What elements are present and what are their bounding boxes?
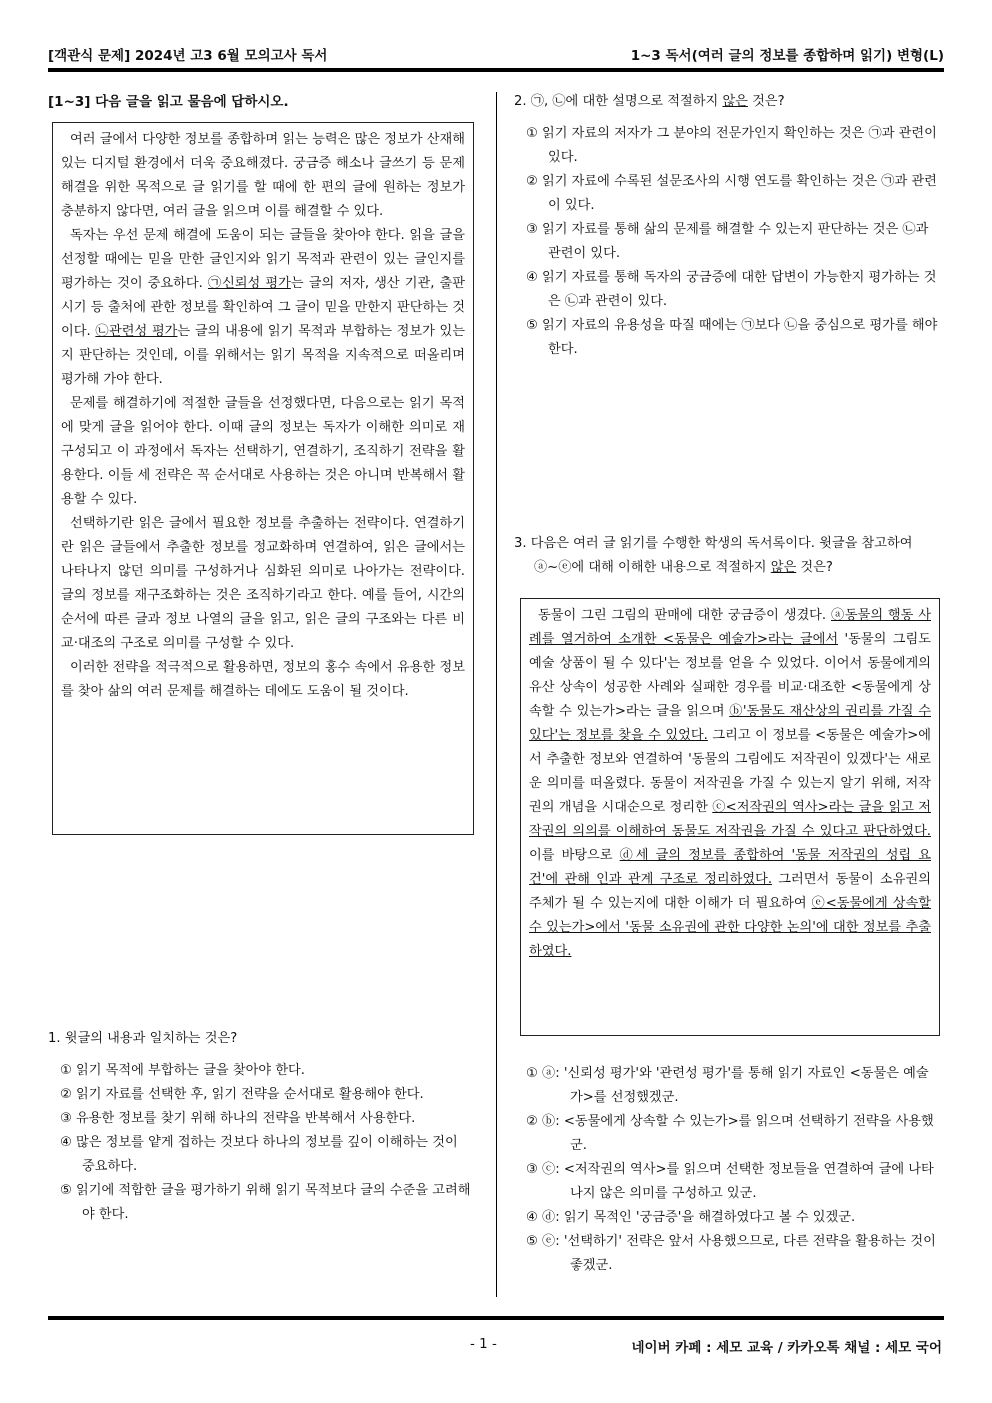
- page-header: [48, 44, 944, 66]
- q3-option-3[interactable]: ③ ⓒ: <저작권의 역사>를 읽으며 선택한 정보들을 연결하여 글에 나타나지 않은 의미를 구성하고 있군.: [526, 1162, 934, 1201]
- log-mark-d: ⓓ세 글의 정보를 종합하여 '동물 저작권의 성립 요건'에 관해 인과 관계 구조로 정리하였다.: [529, 848, 931, 887]
- q2-option-5[interactable]: ⑤ 읽기 자료의 유용성을 따질 때에는 ㉠보다 ㉡을 중심으로 평가를 해야한다.: [526, 318, 938, 357]
- header-subtitle: 1~3 독서(여러 글의 정보를 종합하며 읽기) 변형(L): [630, 48, 944, 64]
- log-mark-e: ⓔ<동물에게 상속할 수 있는가>에서 '동물 소유권에 관한 다양한 논의'에 대한 정보를 추출하였다.: [529, 896, 932, 959]
- header-rule: [48, 68, 944, 72]
- question-3: [514, 532, 942, 580]
- q2-option-1[interactable]: ① 읽기 자료의 저자가 그 분야의 전문가인지 확인하는 것은 ㉠과 관련이 있다.: [526, 126, 937, 165]
- term-relevance: ㉡관련성 평가: [95, 324, 178, 339]
- q1-option-1[interactable]: ① 읽기 목적에 부합하는 글을 찾아야 한다.: [60, 1063, 305, 1078]
- q2-option-4[interactable]: ④ 읽기 자료를 통해 독자의 궁금증에 대한 답변이 가능한지 평가하는 것은 ㉡과 관련이 있다.: [526, 270, 937, 309]
- q2-option-2[interactable]: ② 읽기 자료에 수록된 설문조사의 시행 연도를 확인하는 것은 ㉠과 관련이 있다.: [526, 174, 937, 213]
- log-mark-b: ⓑ'동물도 재산상의 권리를 가질 수 있다'는 정보를 찾을 수 있었다.: [529, 704, 931, 743]
- question-1: [48, 1027, 472, 1227]
- q3-option-1[interactable]: ① ⓐ: '신뢰성 평가'와 '관련성 평가'를 통해 읽기 자료인 <동물은 예술가>를 선정했겠군.: [526, 1066, 929, 1105]
- term-reliability: ㉠신뢰성 평가: [207, 276, 291, 291]
- question-3-stem: 3. 다음은 여러 글 읽기를 수행한 학생의 독서록이다. 윗글을 참고하여 ⓐ~ⓔ에 대해 이해한 내용으로 적절하지 않은 것은?: [514, 536, 913, 575]
- question-2-stem: 2. ㉠, ㉡에 대한 설명으로 적절하지 않은 것은?: [514, 94, 785, 109]
- q1-option-3[interactable]: ③ 유용한 정보를 찾기 위해 하나의 전략을 반복해서 사용한다.: [60, 1111, 416, 1126]
- question-2: [514, 90, 940, 362]
- log-mark-c: ⓒ<저작권의 역사>라는 글을 읽고 저작권의 의의를 이해하여 동물도 저작권을 가질 수 있다고 판단하였다.: [529, 800, 931, 839]
- header-title: [객관식 문제] 2024년 고3 6월 모의고사 독서: [48, 48, 328, 64]
- reading-log-box: [520, 598, 940, 1036]
- passage-paragraph-1: 여러 글에서 다양한 정보를 종합하며 읽는 능력은 많은 정보가 산재해 있는 디지털 환경에서 더욱 중요해졌다. 궁금증 해소나 글쓰기 등 문제 해결을 위한 목적으로 글 읽기를 할 때에 한 편의 글에 원하는 정보가 충분하지 않다면, 여러 글을 읽으며 이를 해결할 수 있다.: [61, 132, 465, 219]
- reading-log-text: 동물이 그린 그림의 판매에 대한 궁금증이 생겼다. ⓐ동물의 행동 사례를 열거하여 소개한 <동물은 예술가>라는 글에서 '동물의 그림도 예술 상품이 될 수 있다'는 정보를 얻을 수 있었다. 이어서 동물에게의 유산 상속이 성공한 사례와 실패한 경우를 비교·대조한 <동물에게 상속할 수 있는가>라는 글을 읽으며 ⓑ'동물도 재산상의 권리를 가질 수 있다'는 정보를 찾을 수 있었다. 그리고 이 정보를 <동물은 예술가>에서 추출한 정보와 연결하여 '동물의 그림에도 저작권이 있겠다'는 새로운 의미를 떠올렸다. 동물이 저작권을 가질 수 있는지 알기 위해, 저작권의 개념을 시대순으로 정리한 ⓒ<저작권의 역사>라는 글을 읽고 저작권의 의의를 이해하여 동물도 저작권을 가질 수 있다고 판단하였다. 이를 바탕으로 ⓓ세 글의 정보를 종합하여 '동물 저작권의 성립 요건'에 관해 인과 관계 구조로 정리하였다. 그러면서 동물이 소유권의 주체가 될 수 있는지에 대한 이해가 더 필요하여 ⓔ<동물에게 상속할 수 있는가>에서 '동물 소유권에 관한 다양한 논의'에 대한 정보를 추출하였다.: [529, 608, 932, 959]
- passage-paragraph-3: 문제를 해결하기에 적절한 글들을 선정했다면, 다음으로는 읽기 목적에 맞게 글을 읽어야 한다. 이때 글의 정보는 독자가 이해한 의미로 재구성되고 이 과정에서 독자는 선택하기, 연결하기, 조직하기 전략을 활용한다. 이들 세 전략은 꼭 순서대로 사용하는 것은 아니며 반복해서 활용할 수 있다.: [61, 396, 465, 507]
- q2-option-3[interactable]: ③ 읽기 자료를 통해 삶의 문제를 해결할 수 있는지 판단하는 것은 ㉡과 관련이 있다.: [526, 222, 929, 261]
- q3-option-4[interactable]: ④ ⓓ: 읽기 목적인 '궁금증'을 해결하였다고 볼 수 있겠군.: [526, 1210, 856, 1225]
- passage-paragraph-2: 독자는 우선 문제 해결에 도움이 되는 글들을 찾아야 한다. 읽을 글을 선정할 때에는 믿을 만한 글인지와 읽기 목적과 관련이 있는 글인지를 평가하는 것이 중요하다. ㉠신뢰성 평가는 글의 저자, 생산 기관, 출판 시기 등 출처에 관한 정보를 확인하여 그 글이 믿을 만한지 판단하는 것이다. ㉡관련성 평가는 글의 내용에 읽기 목적과 부합하는 정보가 있는지 판단하는 것인데, 이를 위해서는 읽기 목적을 지속적으로 떠올리며 평가해 가야 한다.: [61, 228, 465, 387]
- footer-rule: [48, 1316, 944, 1320]
- q3-option-5[interactable]: ⑤ ⓔ: '선택하기' 전략은 앞서 사용했으므로, 다른 전략을 활용하는 것이 좋겠군.: [526, 1234, 936, 1273]
- log-mark-a: ⓐ동물의 행동 사례를 열거하여 소개한 <동물은 예술가>라는 글에서: [529, 608, 931, 647]
- question-1-stem: 1. 윗글의 내용과 일치하는 것은?: [48, 1031, 238, 1046]
- page-number: - 1 -: [470, 1336, 497, 1352]
- q1-option-2[interactable]: ② 읽기 자료를 선택한 후, 읽기 전략을 순서대로 활용해야 한다.: [60, 1087, 424, 1102]
- passage-paragraph-5: 이러한 전략을 적극적으로 활용하면, 정보의 홍수 속에서 유용한 정보를 찾아 삶의 여러 문제를 해결하는 데에도 도움이 될 것이다.: [61, 660, 465, 699]
- passage-paragraph-4: 선택하기란 읽은 글에서 필요한 정보를 추출하는 전략이다. 연결하기란 읽은 글들에서 추출한 정보를 정교화하며 연결하여, 읽은 글에서는 나타나지 않던 의미를 구성하거나 심화된 의미로 나아가는 전략이다. 글의 정보를 재구조화하는 것은 조직하기라고 한다. 예를 들어, 시간의 순서에 따른 글과 정보 나열의 글을 읽고, 읽은 글의 구조와는 다른 비교·대조의 구조로 의미를 구성할 수 있다.: [61, 516, 465, 651]
- q3-option-2[interactable]: ② ⓑ: <동물에게 상속할 수 있는가>를 읽으며 선택하기 전략을 사용했군.: [526, 1114, 934, 1153]
- footer-info: 네이버 카페 : 세모 교육 / 카카오톡 채널 : 세모 국어: [631, 1340, 942, 1356]
- q1-option-4[interactable]: ④ 많은 정보를 얕게 접하는 것보다 하나의 정보를 깊이 이해하는 것이 중요하다.: [60, 1135, 458, 1174]
- reading-passage: [52, 122, 474, 835]
- question-3-options: [514, 1062, 938, 1278]
- instruction: [1~3] 다음 글을 읽고 물음에 답하시오.: [48, 94, 289, 110]
- column-divider: [496, 92, 497, 1297]
- q1-option-5[interactable]: ⑤ 읽기에 적합한 글을 평가하기 위해 읽기 목적보다 글의 수준을 고려해야 한다.: [60, 1183, 471, 1222]
